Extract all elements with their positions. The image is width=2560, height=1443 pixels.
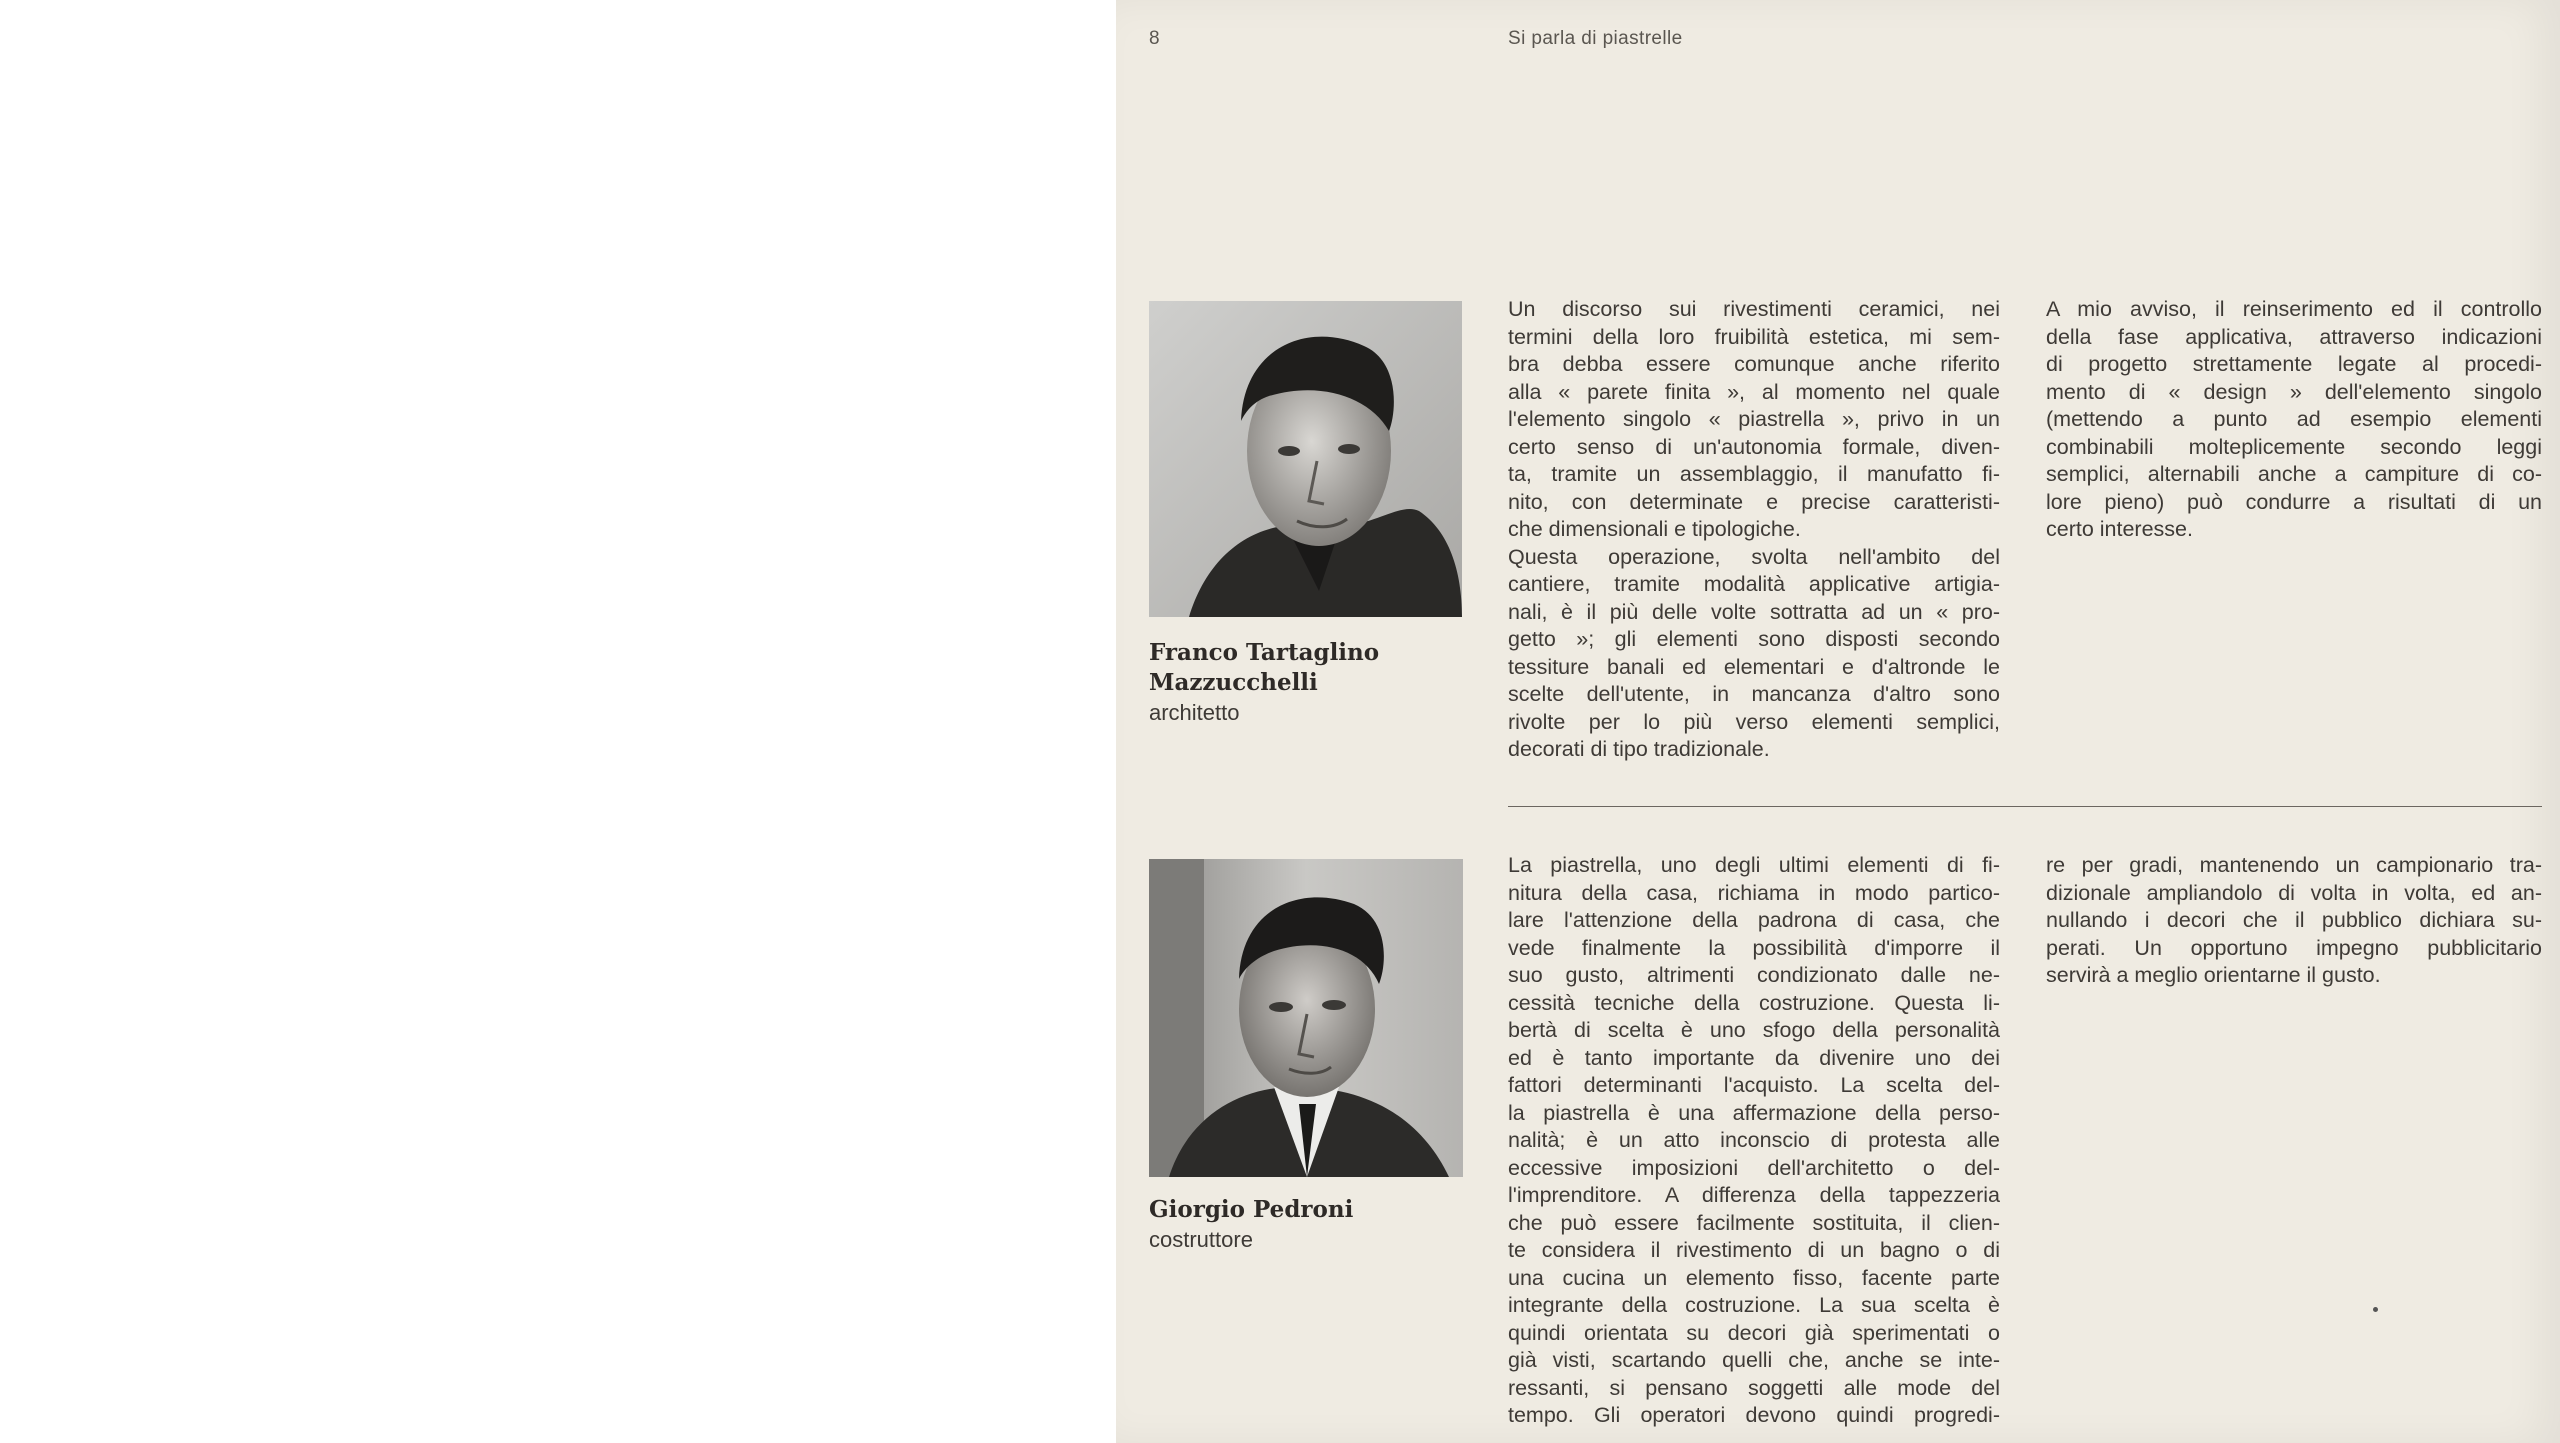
author-role: costruttore bbox=[1149, 1227, 1253, 1252]
article-column: Un discorso sui rivestimenti ceramici, nei termini della loro fruibilità estetica, mi sem- bra debba essere comunque anche riferito alla « parete finita », al momento nel quale l'elemento singolo « piastrella », privo in un certo senso di un'autonomia formale, diven- ta, tramite un assemblaggio, il manufatto fi- nito, con determinate e precise caratteristi- che dimensionali e tipologiche. Questa operazione, svolta nell'ambito del cantiere, tramite modalità applicative artigia- nali, è il più delle volte sottratta ad un « pro- getto »; gli elementi sono disposti secondo tessiture banali ed elementari e d'altronde le scelte dell'utente, in mancanza d'altro sono rivolte per lo più verso elementi semplici, decorati di tipo tradizionale. bbox=[1508, 297, 2000, 761]
portrait-photo-icon bbox=[1149, 859, 1463, 1177]
section-divider bbox=[1508, 806, 2542, 807]
author-name: Franco Tartaglino Mazzucchelli bbox=[1149, 639, 1380, 696]
magazine-page bbox=[1116, 0, 2560, 1443]
article-column: A mio avviso, il reinserimento ed il controllo della fase applicativa, attraverso indicazioni di progetto strettamente legate al procedi- mento di « design » dell'elemento singolo (mettendo a punto ad esempio elementi combinabili molteplicemente secondo leggi semplici, alternabili anche a campiture di co- lore pieno) può condurre a risultati di un certo interesse. bbox=[2046, 297, 2542, 541]
author-name: Giorgio Pedroni bbox=[1149, 1196, 1354, 1223]
portrait-photo-icon bbox=[1149, 301, 1462, 617]
page-number: 8 bbox=[1149, 28, 1160, 49]
article-column: re per gradi, mantenendo un campionario tra- dizionale ampliandolo di volta in volta, ed an- nullando i decori che il pubblico dichiara su- perati. Un opportuno impegno pubblicitario servirà a meglio orientarne il gusto. bbox=[2046, 853, 2542, 987]
author-role: architetto bbox=[1149, 700, 1240, 725]
print-speck bbox=[2373, 1307, 2378, 1312]
article-column: La piastrella, uno degli ultimi elementi di fi- nitura della casa, richiama in modo partico- lare l'attenzione della padrona di casa, che vede finalmente la possibilità d'imporre il suo gusto, altrimenti condizionato dalle ne- cessità tecniche della costruzione. Questa li- bertà di scelta è uno sfogo della personalità ed è tanto importante da divenire uno dei fattori determinanti l'acquisto. La scelta del- la piastrella è una affermazione della perso- nalità; è un atto inconscio di protesta alle eccessive imposizioni dell'architetto o del- l'imprenditore. A differenza della tappezzeria che può essere facilmente sostituita, il clien- te considera il rivestimento di un bagno o di una cucina un elemento fisso, facente parte integrante della costruzione. La sua scelta è quindi orientata su decori già sperimentati o già visti, scartando quelli che, anche se inte- ressanti, si pensano soggetti alle mode del tempo. Gli operatori devono quindi progredi- bbox=[1508, 853, 2000, 1427]
running-title: Si parla di piastrelle bbox=[1508, 28, 1683, 49]
